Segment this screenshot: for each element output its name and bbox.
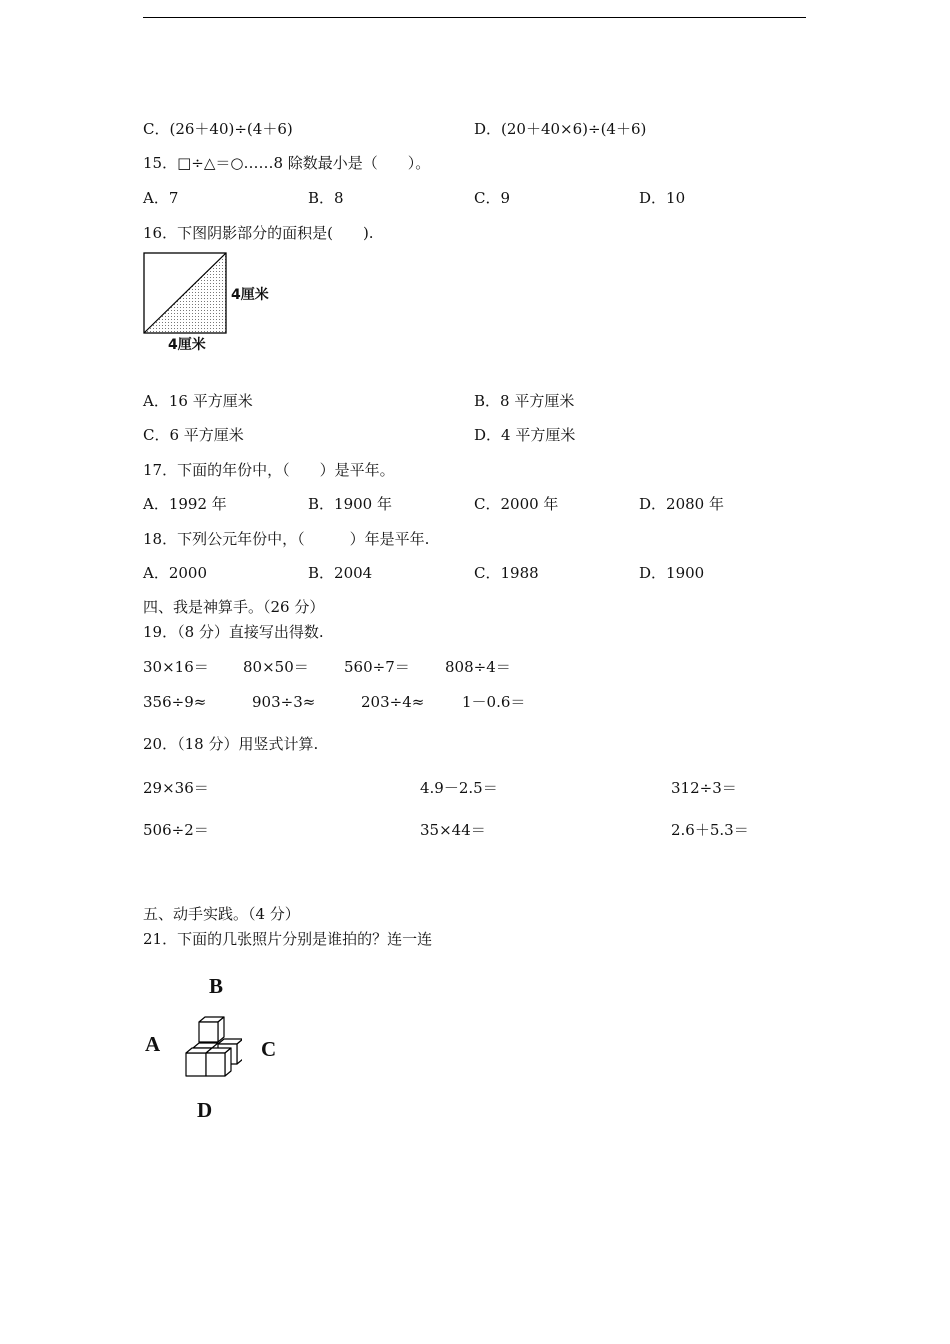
q16-option-b: B．8 平方厘米 bbox=[474, 392, 575, 410]
q20-stem: 20．（18 分）用竖式计算. bbox=[143, 735, 319, 753]
q16-option-c: C．6 平方厘米 bbox=[143, 426, 244, 444]
q19-item: 80×50＝ bbox=[243, 658, 309, 676]
q16-side-label: 4厘米 bbox=[231, 287, 269, 303]
cube-top-face bbox=[193, 1043, 218, 1048]
cube-side-face bbox=[237, 1039, 242, 1064]
q21-stem: 21．下面的几张照片分别是谁拍的？连一连 bbox=[143, 930, 433, 948]
q16-stem: 16．下图阴影部分的面积是( ). bbox=[143, 224, 374, 242]
section5-title: 五、动手实践。（4 分） bbox=[143, 905, 300, 923]
q15-stem: 15．□÷△＝○……8 除数最小是（ ）。 bbox=[143, 154, 431, 172]
q20-item: 2.6＋5.3＝ bbox=[671, 821, 749, 839]
q20-item: 506÷2＝ bbox=[143, 821, 209, 839]
q18-option-a: A．2000 bbox=[143, 564, 208, 582]
q14-option-c: C．(26＋40)÷(4＋6) bbox=[143, 120, 293, 138]
q21-label-b: B bbox=[209, 974, 224, 998]
q17-option-a: A．1992 年 bbox=[143, 495, 227, 513]
q18-option-d: D．1900 bbox=[639, 564, 705, 582]
q19-item: 903÷3≈ bbox=[252, 693, 316, 711]
q17-option-c: C．2000 年 bbox=[474, 495, 559, 513]
cube-front-face bbox=[199, 1022, 218, 1042]
q19-item: 560÷7＝ bbox=[344, 658, 410, 676]
q16-square-figure bbox=[140, 249, 230, 339]
q18-stem: 18．下列公元年份中，（ ）年是平年. bbox=[143, 530, 430, 548]
q17-stem: 17．下面的年份中，（ ）是平年。 bbox=[143, 461, 395, 479]
q15-option-d: D．10 bbox=[639, 189, 686, 207]
q21-label-a: A bbox=[145, 1032, 161, 1056]
q19-item: 808÷4＝ bbox=[445, 658, 511, 676]
cube-side-face bbox=[218, 1017, 224, 1042]
q19-item: 30×16＝ bbox=[143, 658, 209, 676]
q20-item: 4.9－2.5＝ bbox=[420, 779, 498, 797]
q21-label-d: D bbox=[197, 1098, 213, 1122]
q16-bottom-label: 4厘米 bbox=[168, 337, 206, 353]
q20-item: 312÷3＝ bbox=[671, 779, 737, 797]
q16-option-d: D．4 平方厘米 bbox=[474, 426, 576, 444]
section4-title: 四、我是神算手。（26 分） bbox=[143, 598, 325, 616]
q19-item: 203÷4≈ bbox=[361, 693, 425, 711]
cube-side-face bbox=[225, 1048, 231, 1076]
q20-item: 29×36＝ bbox=[143, 779, 209, 797]
q15-option-b: B．8 bbox=[308, 189, 344, 207]
q21-cube-stack-figure bbox=[182, 1014, 242, 1080]
cube-front-face bbox=[206, 1053, 225, 1076]
q17-option-d: D．2080 年 bbox=[639, 495, 724, 513]
header-rule bbox=[143, 17, 806, 18]
q20-item: 35×44＝ bbox=[420, 821, 486, 839]
q19-item: 1－0.6＝ bbox=[462, 693, 526, 711]
cube-front-face bbox=[186, 1053, 206, 1076]
q15-option-c: C．9 bbox=[474, 189, 511, 207]
q15-option-a: A．7 bbox=[143, 189, 179, 207]
q14-option-d: D．(20＋40×6)÷(4＋6) bbox=[474, 120, 647, 138]
q17-option-b: B．1900 年 bbox=[308, 495, 392, 513]
q19-stem: 19．（8 分）直接写出得数. bbox=[143, 623, 324, 641]
q18-option-b: B．2004 bbox=[308, 564, 373, 582]
q18-option-c: C．1988 bbox=[474, 564, 539, 582]
q21-label-c: C bbox=[261, 1037, 277, 1061]
q19-item: 356÷9≈ bbox=[143, 693, 207, 711]
q16-option-a: A．16 平方厘米 bbox=[143, 392, 253, 410]
